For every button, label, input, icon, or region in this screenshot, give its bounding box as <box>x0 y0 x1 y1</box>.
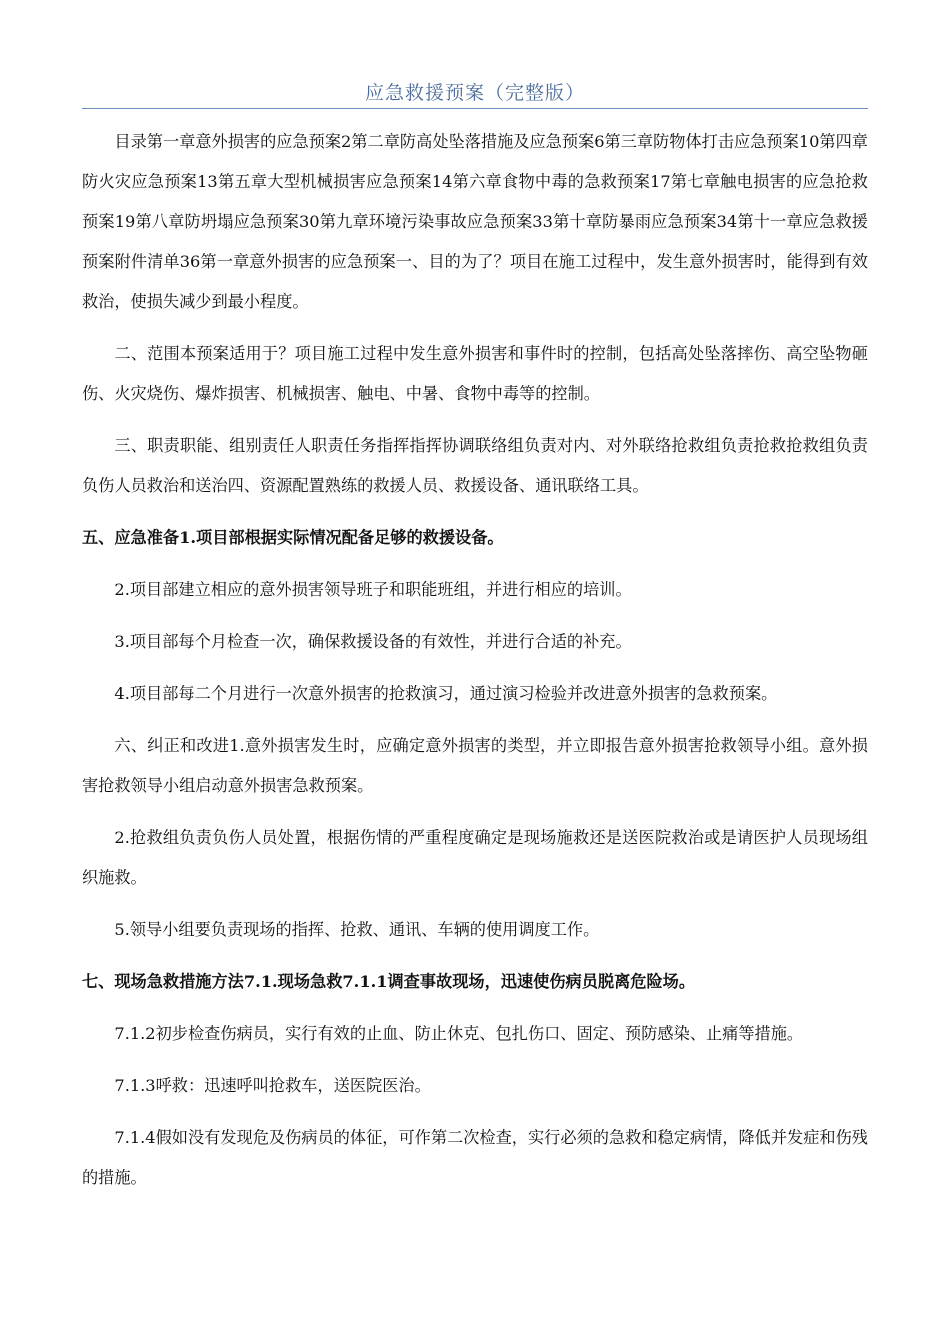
paragraph-correction: 六、纠正和改进1.意外损害发生时，应确定意外损害的类型，并立即报告意外损害抢救领导小组。意外损害抢救领导小组启动意外损害急救预案。 <box>82 736 868 795</box>
header-divider <box>82 108 868 109</box>
paragraph-scope: 二、范围本预案适用于？项目施工过程中发生意外损害和事件时的控制，包括高处坠落摔伤、高空坠物砸伤、火灾烧伤、爆炸损害、机械损害、触电、中暑、食物中毒等的控制。 <box>82 344 868 403</box>
heading-emergency-preparation: 五、应急准备1.项目部根据实际情况配备足够的救援设备。 <box>82 528 504 547</box>
paragraph-toc-purpose: 目录第一章意外损害的应急预案2第二章防高处坠落措施及应急预案6第三章防物体打击应急预案10第四章防火灾应急预案13第五章大型机械损害应急预案14第六章食物中毒的急救预案17第七章触电损害的应急抢救预案19第八章防坍塌应急预案30第九章环境污染事故应急预案33第十章防暴雨应急预案34第十一章应急救援预案附件清单36第一章意外损害的应急预案一、目的为了？项目在施工过程中，发生意外损害时，能得到有效救治，使损失减少到最小程度。 <box>82 132 868 311</box>
document-body <box>82 122 868 1210</box>
paragraph-prep-2: 2.项目部建立相应的意外损害领导班子和职能班组，并进行相应的培训。 <box>114 580 632 599</box>
paragraph-correction-2: 2.抢救组负责负伤人员处置，根据伤情的严重程度确定是现场施救还是送医院救治或是请医护人员现场组织施救。 <box>82 828 868 887</box>
paragraph-prep-4: 4.项目部每二个月进行一次意外损害的抢救演习，通过演习检验并改进意外损害的急救预案。 <box>114 684 778 703</box>
paragraph-7-1-2: 7.1.2初步检查伤病员，实行有效的止血、防止休克、包扎伤口、固定、预防感染、止痛等措施。 <box>114 1024 804 1043</box>
heading-onsite-first-aid: 七、现场急救措施方法7.1.现场急救7.1.1调查事故现场，迅速使伤病员脱离危险场。 <box>82 972 696 991</box>
paragraph-prep-3: 3.项目部每个月检查一次，确保救援设备的有效性，并进行合适的补充。 <box>114 632 632 651</box>
paragraph-7-1-3: 7.1.3呼救：迅速呼叫抢救车，送医院医治。 <box>114 1076 431 1095</box>
paragraph-7-1-4: 7.1.4假如没有发现危及伤病员的体征，可作第二次检查，实行必须的急救和稳定病情，降低并发症和伤残的措施。 <box>82 1128 868 1187</box>
paragraph-correction-5: 5.领导小组要负责现场的指挥、抢救、通讯、车辆的使用调度工作。 <box>114 920 600 939</box>
paragraph-responsibilities: 三、职责职能、组别责任人职责任务指挥指挥协调联络组负责对内、对外联络抢救组负责抢救抢救组负责负伤人员救治和送治四、资源配置熟练的救援人员、救援设备、通讯联络工具。 <box>82 436 868 495</box>
page-title: 应急救援预案（完整版） <box>364 82 585 104</box>
